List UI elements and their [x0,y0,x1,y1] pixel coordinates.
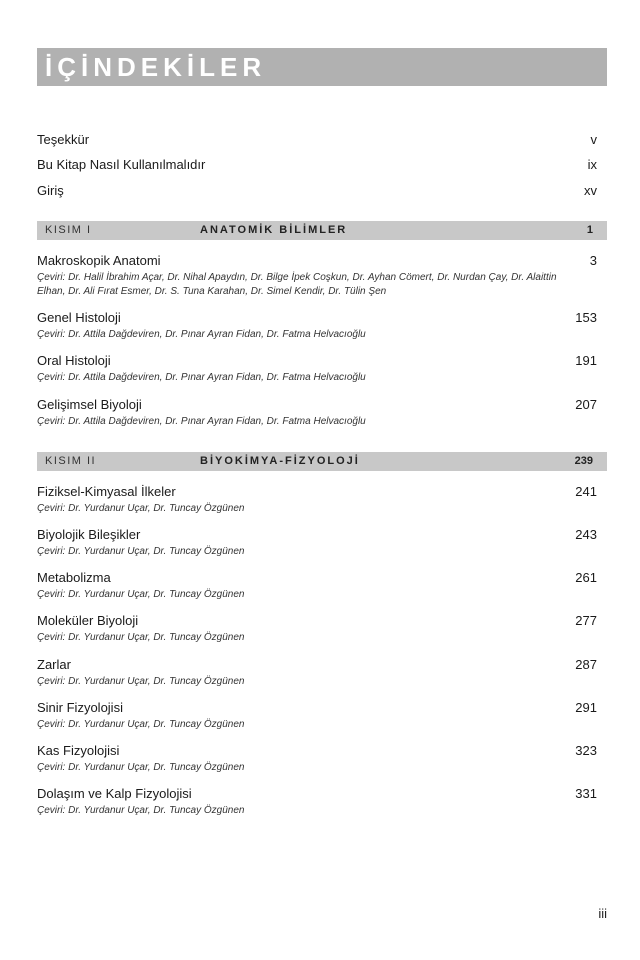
toc-entry-translators: Çeviri: Dr. Yurdanur Uçar, Dr. Tuncay Özgünen [37,719,245,730]
toc-entry-page: 241 [575,484,597,499]
toc-entry-translators: Çeviri: Dr. Yurdanur Uçar, Dr. Tuncay Özgünen [37,546,245,557]
toc-front-item[interactable] [37,130,607,150]
toc-entry-title: Zarlar [37,657,71,672]
toc-front-item[interactable] [37,181,607,201]
part-label: KISIM I [45,224,92,236]
contents-heading-bar [37,48,607,86]
toc-entry-title: Biyolojik Bileşikler [37,527,141,542]
contents-heading: İÇİNDEKİLER [45,52,267,82]
part-header[interactable] [37,452,607,471]
toc-entry-title: Metabolizma [37,570,111,585]
toc-entry-translators: Çeviri: Dr. Attila Dağdeviren, Dr. Pınar Ayran Fidan, Dr. Fatma Helvacıoğlu [37,416,366,427]
toc-entry-translators: Çeviri: Dr. Yurdanur Uçar, Dr. Tuncay Özgünen [37,676,245,687]
toc-entry-page: 3 [589,253,597,268]
toc-entry-translators: Çeviri: Dr. Halil İbrahim Açar, Dr. Nihal Apaydın, Dr. Bilge İpek Coşkun, Dr. Ayhan Cömert, Dr. Nurdan Çay, Dr. Alaittin Elhan, Dr. Ali Fırat Esmer, Dr. S. Tuna Karahan, Dr. Simel Kendir, Dr. Tülin Şen [37,272,557,297]
part-page: 239 [574,455,593,467]
toc-entry-page: 153 [575,310,597,325]
part-page: 1 [586,224,593,236]
toc-entry-title: Kas Fizyolojisi [37,743,120,758]
toc-entry-translators: Çeviri: Dr. Yurdanur Uçar, Dr. Tuncay Özgünen [37,589,245,600]
toc-entry-translators: Çeviri: Dr. Yurdanur Uçar, Dr. Tuncay Özgünen [37,503,245,514]
toc-entry-title: Fiziksel-Kimyasal İlkeler [37,484,176,499]
part-title: ANATOMİK BİLİMLER [200,224,348,236]
toc-entry-page: 277 [575,613,597,628]
toc-entry-page: 207 [575,397,597,412]
toc-entry-page: 191 [575,353,597,368]
toc-front-label: Teşekkür [37,132,90,147]
toc-front-label: Bu Kitap Nasıl Kullanılmalıdır [37,157,206,172]
toc-entry-page: 287 [575,657,597,672]
toc-front-page: v [590,132,597,147]
toc-entry-translators: Çeviri: Dr. Yurdanur Uçar, Dr. Tuncay Özgünen [37,632,245,643]
toc-front-page: xv [584,183,597,198]
toc-entry-title: Makroskopik Anatomi [37,253,161,268]
toc-entry-title: Genel Histoloji [37,310,121,325]
page-number: iii [598,906,607,921]
toc-entry-translators: Çeviri: Dr. Attila Dağdeviren, Dr. Pınar Ayran Fidan, Dr. Fatma Helvacıoğlu [37,372,366,383]
toc-entry-title: Sinir Fizyolojisi [37,700,123,715]
toc-front-item[interactable] [37,155,607,175]
part-header[interactable] [37,221,607,240]
toc-entry-title: Gelişimsel Biyoloji [37,397,142,412]
part-label: KISIM II [45,455,97,467]
toc-entry-page: 261 [575,570,597,585]
toc-entry-translators: Çeviri: Dr. Attila Dağdeviren, Dr. Pınar Ayran Fidan, Dr. Fatma Helvacıoğlu [37,329,366,340]
toc-entry-page: 331 [575,786,597,801]
part-title: BİYOKİMYA-FİZYOLOJİ [200,455,360,467]
toc-entry-title: Oral Histoloji [37,353,111,368]
toc-entry-page: 291 [575,700,597,715]
toc-front-page: ix [587,157,597,172]
toc-front-label: Giriş [37,183,64,198]
toc-entry-translators: Çeviri: Dr. Yurdanur Uçar, Dr. Tuncay Özgünen [37,805,245,816]
toc-entry-page: 243 [575,527,597,542]
toc-entry-title: Dolaşım ve Kalp Fizyolojisi [37,786,192,801]
toc-entry-page: 323 [575,743,597,758]
toc-entry-title: Moleküler Biyoloji [37,613,139,628]
toc-entry-translators: Çeviri: Dr. Yurdanur Uçar, Dr. Tuncay Özgünen [37,762,245,773]
